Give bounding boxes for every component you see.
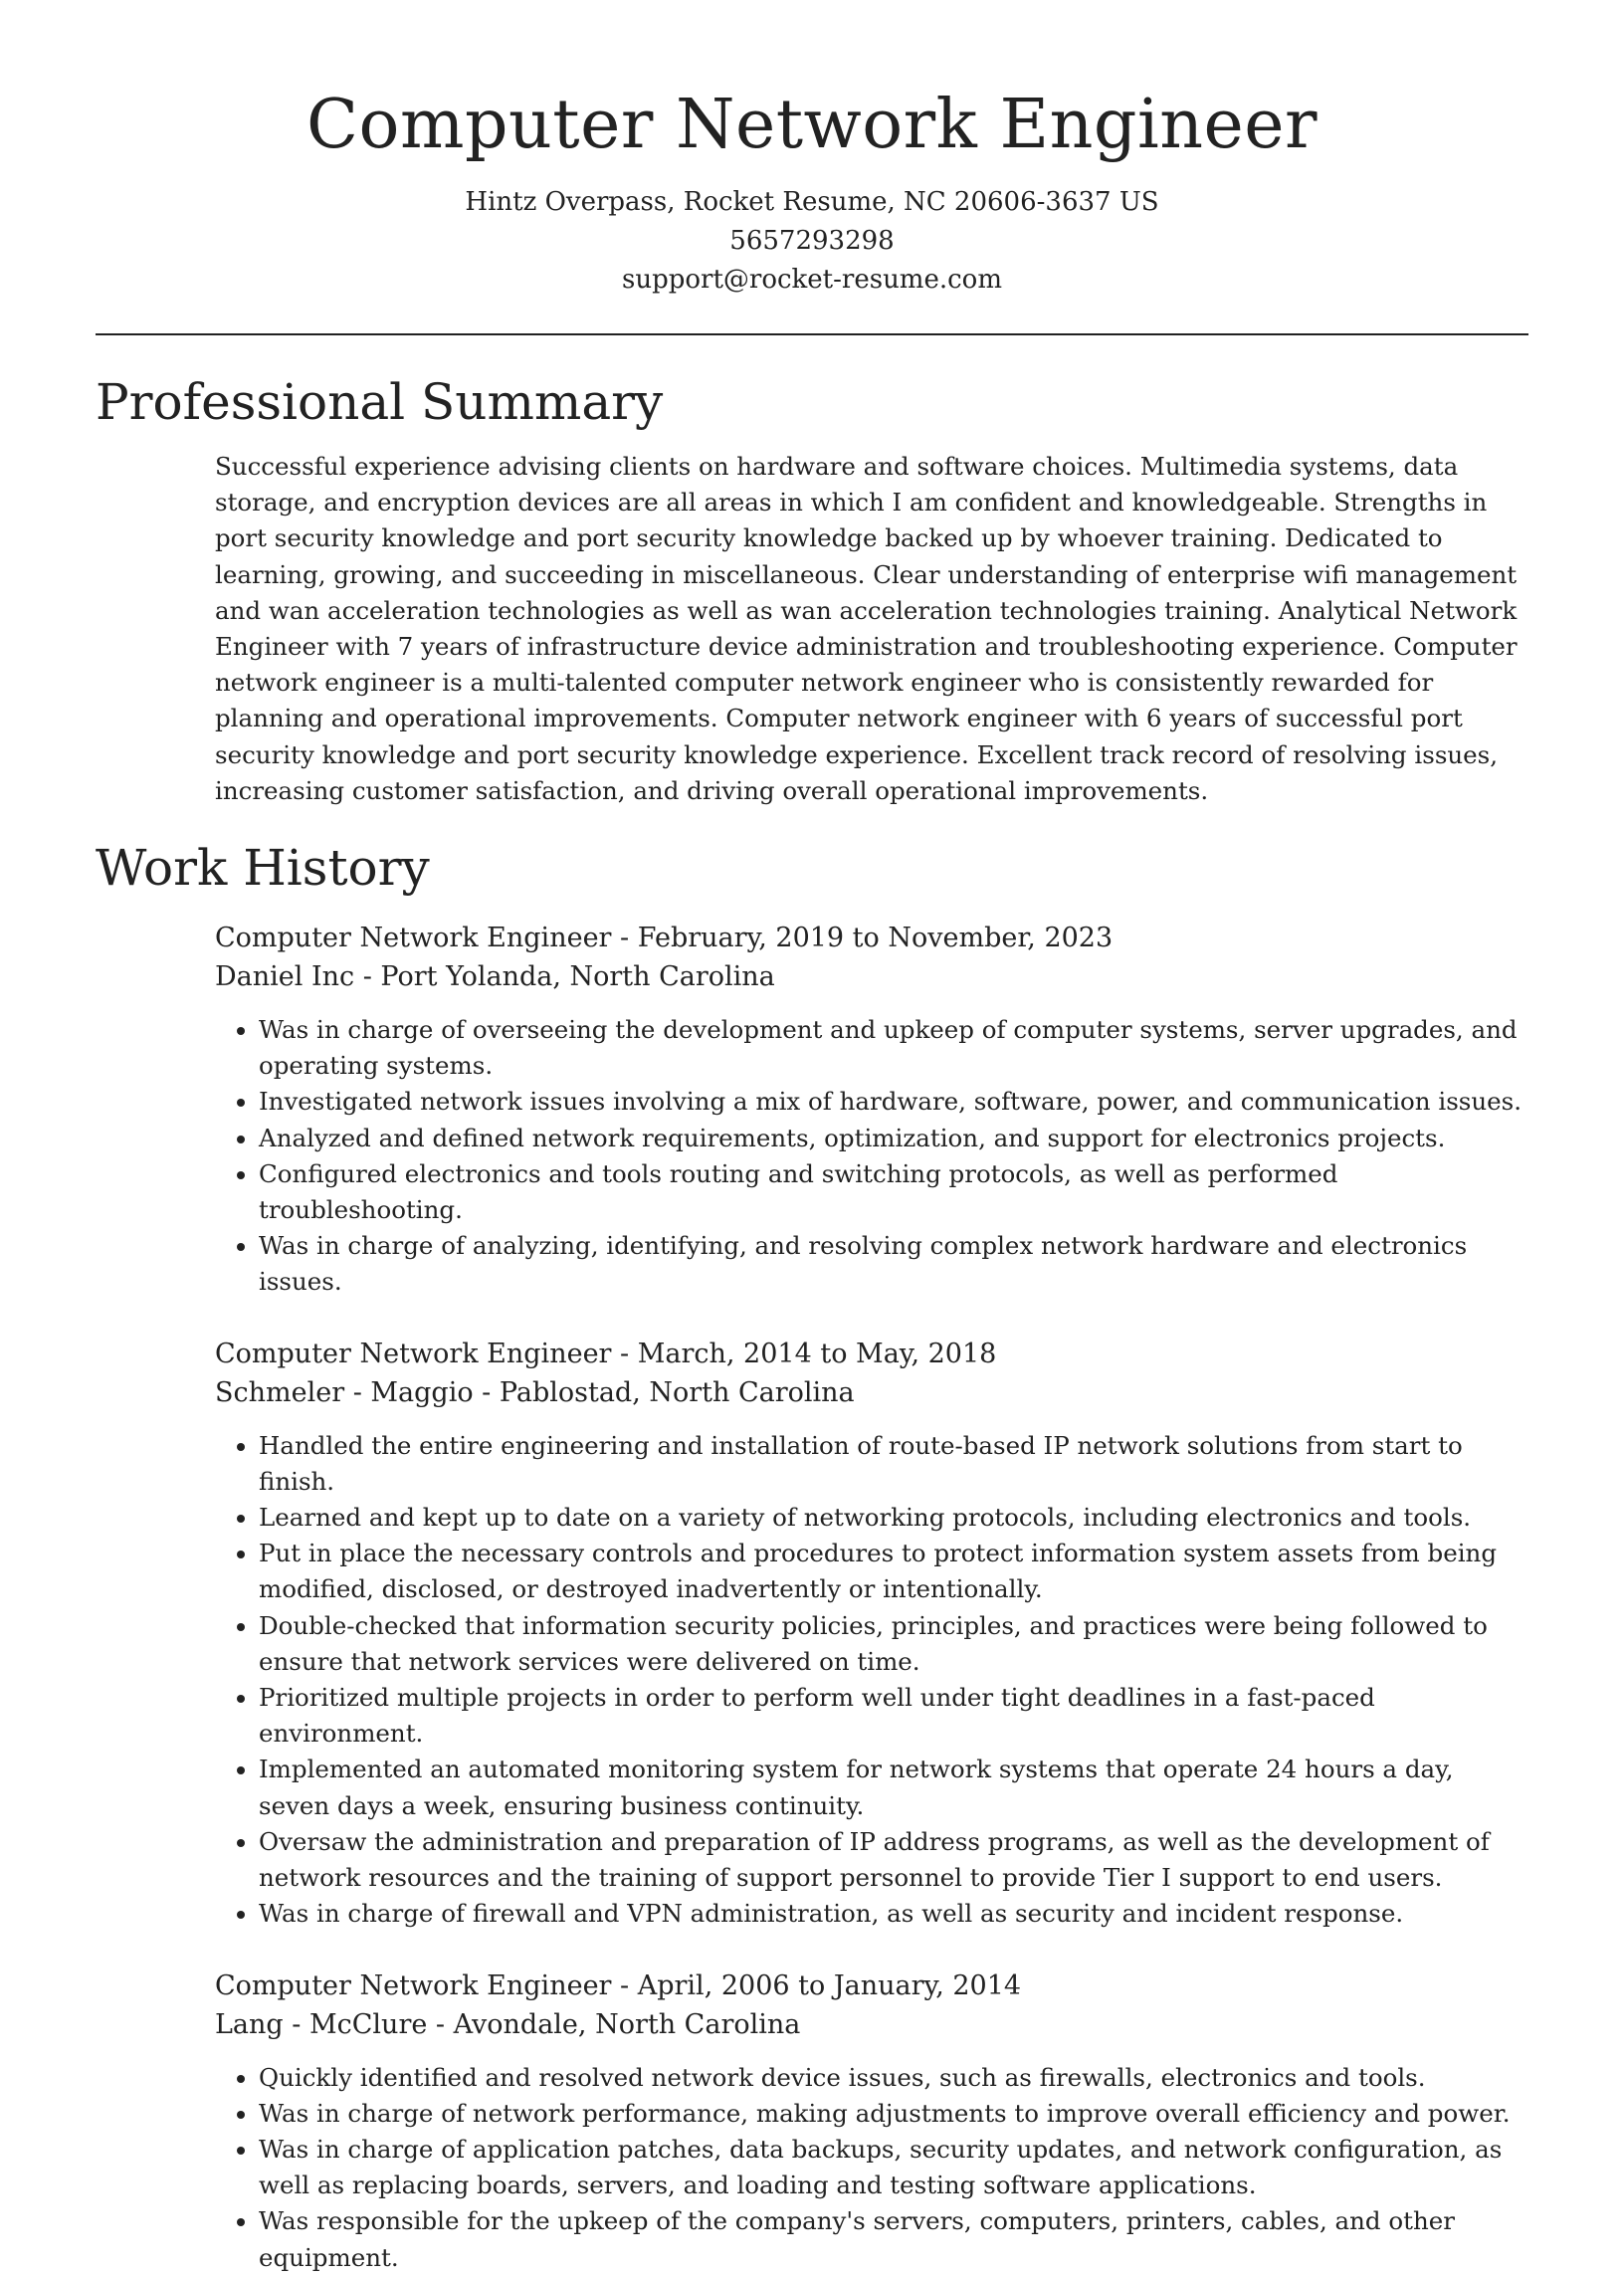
work-history-list: [215, 919, 1528, 2276]
contact-phone: 5657293298: [729, 226, 895, 256]
contact-address: Hintz Overpass, Rocket Resume, NC 20606-3637 US: [465, 187, 1159, 217]
job-role-dates: Computer Network Engineer - April, 2006 to January, 2014: [215, 1969, 1022, 2001]
resume-header: [96, 0, 1528, 300]
job-bullet: • Oversaw the administration and preparation of IP address programs, as well as the development of network resources and the training of support personnel to provide Tier I support to end users.: [259, 1824, 1528, 1896]
job-bullet: • Handled the entire engineering and installation of route-based IP network solutions from start to finish.: [259, 1428, 1528, 1500]
job-bullet: • Was in charge of overseeing the development and upkeep of computer systems, server upgrades, and operating systems.: [259, 1012, 1528, 1084]
summary-text: Successful experience advising clients on hardware and software choices. Multimedia systems, data storage, and encryption devices are all areas in which I am confident and knowledgeable. Strengths in port security knowledge and port security knowledge backed up by whoever training. Dedicated to learning, growing, and succeeding in miscellaneous. Clear understanding of enterprise wifi management and wan acceleration technologies as well as wan acceleration technologies training. Analytical Network Engineer with 7 years of infrastructure device administration and troubleshooting experience. Computer network engineer is a multi-talented computer network engineer who is consistently rewarded for planning and operational improvements. Computer network engineer with 6 years of successful port security knowledge and port security knowledge experience. Excellent track record of resolving issues, increasing customer satisfaction, and driving overall operational improvements.: [215, 452, 1518, 805]
job-entry: [215, 1335, 1528, 1933]
summary-section-title: Professional Summary: [96, 373, 664, 431]
job-bullet: • Was in charge of firewall and VPN administration, as well as security and incident response.: [259, 1896, 1528, 1932]
job-bullet: • Quickly identified and resolved network device issues, such as firewalls, electronics and tools.: [259, 2060, 1528, 2096]
job-bullet: • Learned and kept up to date on a variety of networking protocols, including electronics and tools.: [259, 1500, 1528, 1536]
job-company-location: Schmeler - Maggio - Pablostad, North Carolina: [215, 1376, 855, 1408]
resume-name: Computer Network Engineer: [306, 86, 1318, 164]
job-bullet: • Double-checked that information security policies, principles, and practices were being followed to ensure that network services were delivered on time.: [259, 1608, 1528, 1680]
job-entry: [215, 1966, 1528, 2276]
job-bullet: • Was in charge of analyzing, identifying, and resolving complex network hardware and electronics issues.: [259, 1228, 1528, 1300]
job-role-dates: Computer Network Engineer - March, 2014 to May, 2018: [215, 1338, 997, 1369]
job-bullet: • Analyzed and defined network requirements, optimization, and support for electronics projects.: [259, 1121, 1528, 1156]
job-bullet: • Was responsible for the upkeep of the company's servers, computers, printers, cables, and other equipment.: [259, 2203, 1528, 2275]
job-bullets: [215, 1012, 1528, 1301]
work-section-title: Work History: [96, 839, 430, 898]
job-entry: [215, 919, 1528, 1301]
job-bullet: • Was in charge of network performance, making adjustments to improve overall efficiency and power.: [259, 2096, 1528, 2132]
header-divider: [96, 333, 1528, 335]
job-bullet: • Put in place the necessary controls and procedures to protect information system assets from being modified, disclosed, or destroyed inadvertently or intentionally.: [259, 1536, 1528, 1607]
job-role-dates: Computer Network Engineer - February, 2019 to November, 2023: [215, 923, 1114, 954]
job-bullet: • Configured electronics and tools routing and switching protocols, as well as performed troubleshooting.: [259, 1156, 1528, 1228]
contact-info: [96, 183, 1528, 300]
job-bullet: • Implemented an automated monitoring system for network systems that operate 24 hours a day, seven days a week, ensuring business continuity.: [259, 1752, 1528, 1823]
job-bullet: • Investigated network issues involving a mix of hardware, software, power, and communication issues.: [259, 1084, 1528, 1120]
job-bullets: [215, 1428, 1528, 1933]
job-bullets: [215, 2060, 1528, 2276]
contact-email: support@rocket-resume.com: [621, 265, 1002, 295]
job-company-location: Lang - McClure - Avondale, North Carolina: [215, 2008, 801, 2040]
job-bullet: • Was in charge of application patches, data backups, security updates, and network configuration, as well as replacing boards, servers, and loading and testing software applications.: [259, 2132, 1528, 2203]
job-company-location: Daniel Inc - Port Yolanda, North Carolina: [215, 961, 775, 993]
job-bullet: • Prioritized multiple projects in order to perform well under tight deadlines in a fast-paced environment.: [259, 1680, 1528, 1752]
